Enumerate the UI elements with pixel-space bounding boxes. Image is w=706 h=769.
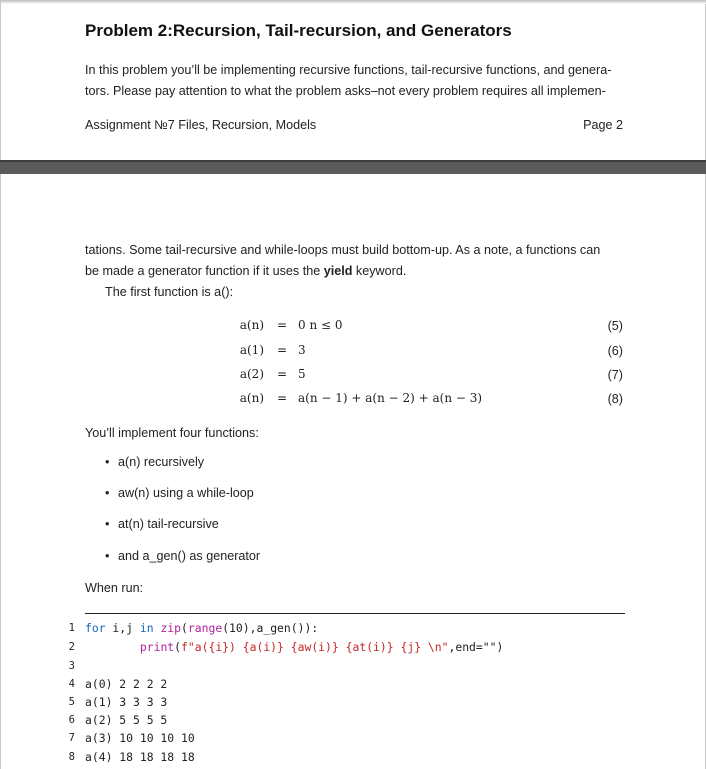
line-number: 4	[68, 678, 75, 690]
equation-rhs: a(n − 1) + a(n − 2) + a(n − 3)	[298, 391, 483, 405]
equation-rhs: 3	[298, 343, 306, 357]
list-item-text: and a_gen() as generator	[118, 549, 261, 563]
list-item-text: a(n) recursively	[118, 455, 205, 469]
page-separator	[0, 160, 706, 174]
problem-title: Problem 2:Recursion, Tail-recursion, and Generators	[85, 21, 512, 40]
page-top-shadow	[1, 0, 706, 4]
paragraph-line-2-pre: be made a generator function if it uses the	[85, 264, 324, 278]
equation-lhs: a(n)	[239, 318, 264, 332]
code-vars: i,j	[105, 621, 140, 635]
line-number: 6	[68, 714, 75, 726]
implement-intro: You’ll implement four functions:	[85, 426, 259, 440]
first-function-text: The first function is a():	[105, 285, 234, 299]
page-1	[0, 0, 706, 160]
line-number: 3	[68, 660, 75, 672]
bullet-icon: •	[105, 455, 110, 469]
page-footer-number: Page 2	[583, 118, 623, 132]
equation-relation: =	[277, 318, 288, 332]
list-item	[105, 549, 260, 563]
code-fstring: f"a({i}) {a(i)} {aw(i)} {at(i)} {j} \n"	[181, 640, 449, 654]
equation-lhs: a(2)	[239, 367, 264, 381]
line-number: 8	[68, 751, 75, 763]
page-2	[0, 174, 706, 769]
line-number: 5	[68, 696, 75, 708]
intro-line-1: In this problem you’ll be implementing recursive functions, tail-recursive functions, and genera-	[85, 63, 612, 77]
code-indent	[85, 640, 140, 654]
yield-keyword: yield	[323, 264, 353, 278]
equation-lhs: a(1)	[239, 343, 264, 357]
keyword-in: in	[139, 621, 154, 635]
line-number: 2	[68, 641, 75, 653]
equation-number: (7)	[607, 368, 623, 382]
list-item	[105, 486, 254, 500]
paragraph-line-1: tations. Some tail-recursive and while-loops must build bottom-up. As a note, a functions can	[85, 243, 601, 257]
list-item-text: at(n) tail-recursive	[118, 517, 219, 531]
paragraph-line-2	[85, 261, 406, 282]
equation-relation: =	[277, 343, 288, 357]
equation-rhs: 5	[298, 367, 306, 381]
code-rest: (10),a_gen()):	[222, 621, 319, 635]
when-run-text: When run:	[85, 581, 144, 595]
code-line-2	[85, 640, 503, 654]
equation-number: (6)	[607, 344, 623, 358]
page-footer-assignment: Assignment №7 Files, Recursion, Models	[85, 118, 317, 132]
line-number: 1	[68, 622, 75, 634]
bullet-icon: •	[105, 486, 110, 500]
output-line: a(1) 3 3 3 3	[85, 695, 168, 709]
output-line: a(3) 10 10 10 10	[85, 731, 195, 745]
paragraph-line-2-post: keyword.	[352, 264, 407, 278]
output-line: a(0) 2 2 2 2	[85, 677, 168, 691]
list-item	[105, 517, 219, 531]
code-rest: ,end="")	[448, 640, 504, 654]
keyword-for: for	[85, 621, 106, 635]
bullet-icon: •	[105, 549, 110, 563]
bullet-icon: •	[105, 517, 110, 531]
code-top-rule	[85, 613, 625, 614]
output-line: a(4) 18 18 18 18	[85, 750, 195, 764]
output-line: a(2) 5 5 5 5	[85, 713, 168, 727]
list-item	[105, 455, 204, 469]
equation-relation: =	[277, 367, 288, 381]
equation-number: (8)	[607, 392, 623, 406]
equation-relation: =	[277, 391, 288, 405]
code-line-1	[85, 621, 318, 635]
equation-number: (5)	[607, 319, 623, 333]
code-paren: (	[174, 640, 182, 654]
builtin-range: range	[187, 621, 223, 635]
equation-rhs: 0 n ≤ 0	[298, 318, 343, 332]
builtin-print: print	[139, 640, 175, 654]
equation-lhs: a(n)	[239, 391, 264, 405]
builtin-zip: zip	[153, 621, 182, 635]
intro-line-2: tors. Please pay attention to what the problem asks–not every problem requires all implemen-	[85, 84, 606, 98]
code-paren: (	[181, 621, 188, 635]
line-number: 7	[68, 732, 75, 744]
list-item-text: aw(n) using a while-loop	[118, 486, 254, 500]
